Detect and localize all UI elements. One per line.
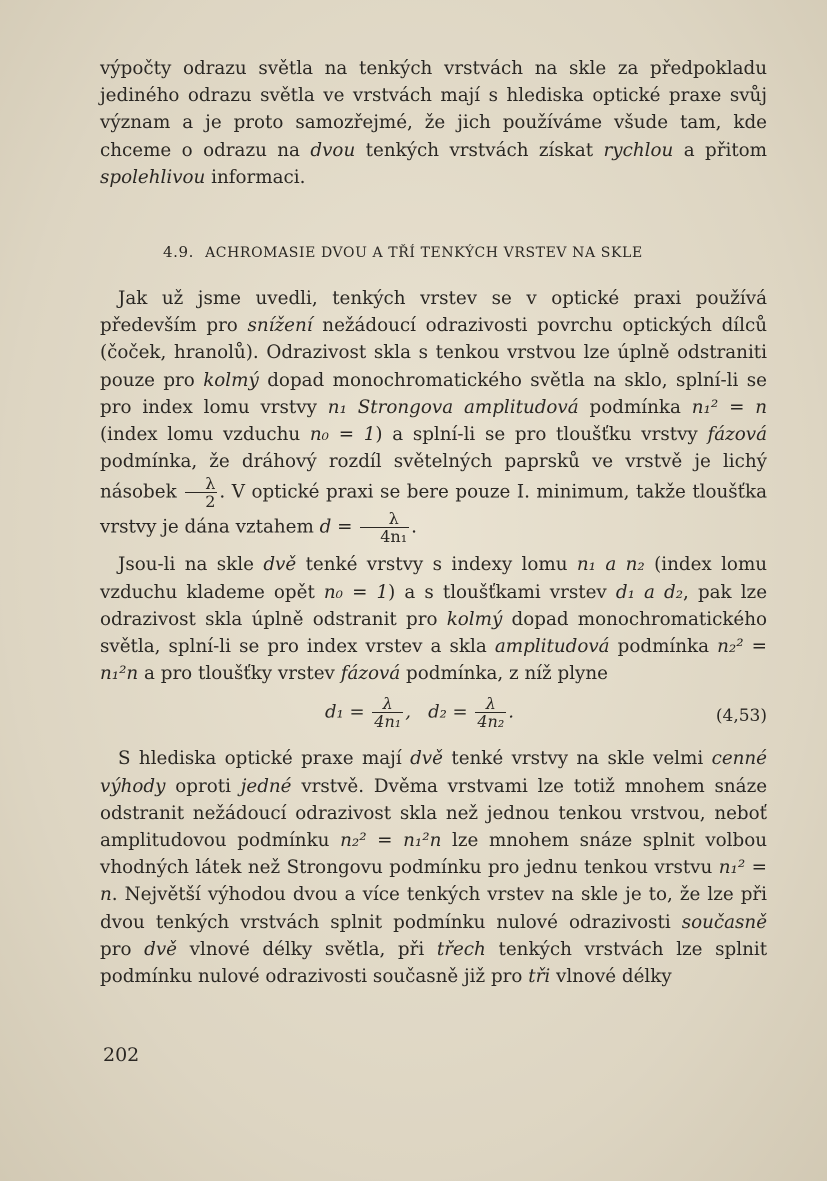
emphasis: tři bbox=[528, 966, 551, 988]
text: vlnové délky bbox=[556, 966, 672, 988]
emphasis: dvou bbox=[310, 139, 356, 161]
text: podmínka, z níž plyne bbox=[406, 663, 608, 685]
emphasis: spolehlivou bbox=[100, 166, 206, 188]
equation-4-53 bbox=[100, 691, 767, 739]
text: dopad monochromatického světla na sklo, splní-li se pro index lomu vrstvy bbox=[100, 369, 767, 418]
emphasis: cenné výhody bbox=[100, 748, 768, 797]
denominator: 4n₂ bbox=[477, 712, 505, 732]
denominator: 4n₁ bbox=[380, 527, 408, 547]
math: n₀ = 1 bbox=[323, 581, 389, 603]
emphasis: Strongova amplitudová bbox=[357, 396, 579, 418]
math: n₁² = n bbox=[691, 396, 768, 418]
numerator: λ bbox=[360, 510, 409, 528]
equation-number: (4,53) bbox=[715, 706, 767, 727]
text: , pak lze odrazivost skla úplně odstranit pro bbox=[100, 581, 768, 630]
section-number: 4.9. bbox=[163, 243, 195, 261]
text: ) a s tloušťkami vrstev bbox=[388, 581, 607, 603]
text: oproti bbox=[175, 775, 231, 797]
text: Jsou-li na skle bbox=[118, 554, 254, 576]
text: a přitom bbox=[683, 139, 768, 161]
emphasis: dvě bbox=[410, 748, 443, 770]
text: podmínka bbox=[589, 396, 681, 418]
equation-body: d₁ = $\frac{\lambda}{\text{4n₁}}$ , d₂ = $\frac{\lambda}{\text{4n₂}}$ . bbox=[325, 694, 514, 732]
math: d₁ = bbox=[325, 701, 365, 723]
text: lze mnohem snáze splnit volbou vhodných látek než Strongovu podmínku pro jednu tenkou vrstvu bbox=[100, 830, 767, 879]
math: n₂² = n₁²n bbox=[100, 636, 767, 685]
text: nežádoucí odrazivosti povrchu optických dílců (čoček, hranolů). Odrazivost skla s tenkou vrstvou lze úplně odstraniti pouze pro bbox=[100, 315, 768, 391]
text: vlnové délky světla, při bbox=[189, 938, 425, 960]
text: a pro tloušťky vrstev bbox=[144, 663, 335, 685]
denominator: 2 bbox=[205, 492, 216, 512]
text: S hlediska optické praxe mají bbox=[118, 748, 402, 770]
emphasis: třech bbox=[436, 938, 486, 960]
paragraph-1: Jak už jsme uvedli, tenkých vrstev se v optické praxi používá především pro snížení nežádoucí odrazivosti povrchu optických dílců (čoček, hranolů). Odrazivost skla s tenkou vrstvou lze úplně odstraniti pouze pro kolmý dopad monochromatického světla na sklo, splní-li se pro index lomu vrstvy n₁ Strongova amplitudová podmínka n₁² = n (index lomu vzduchu n₀ = 1) a splní-li se pro tloušťku vrstvy fázová podmínka, že dráhový rozdíl světelných paprsků ve vrstvě je lichý násobek $\frac{\lambda}{2}$ . V optické praxi se bere pouze I. minimum, takže tloušťka vrstvy je dána vztahem d = $\frac{\lambda}{\text{4n₁}}$ . bbox=[100, 288, 768, 547]
text: dopad monochromatického světla, splní-li se pro index vrstev a skla bbox=[100, 608, 768, 658]
math: d₂ = bbox=[428, 701, 468, 723]
text: (index lomu vzduchu klademe opět bbox=[100, 554, 768, 603]
emphasis: amplitudová bbox=[494, 636, 610, 658]
text: informaci. bbox=[211, 166, 306, 188]
text: podmínka bbox=[617, 636, 710, 658]
text: pro bbox=[100, 938, 132, 960]
text: vrstvě. Dvěma vrstvami lze totiž mnohem snáze odstranit nežádoucí odrazivost skla než jednou tenkou vrstvou, neboť amplitudovou podmínku bbox=[100, 775, 768, 852]
math: n₁ bbox=[327, 396, 347, 418]
math: n₁² = n bbox=[100, 857, 767, 906]
text: výpočty odrazu světla na tenkých vrstvách na skle za předpokladu jediného odrazu světla ve vrstvách mají s hlediska optické praxe svůj význam a je proto samozřejmé, že jich používáme všude tam, kde chceme o odrazu na bbox=[100, 58, 767, 161]
emphasis: jedné bbox=[240, 775, 292, 797]
paragraph-top bbox=[100, 55, 767, 191]
text: . Největší výhodou dvou a více tenkých vrstev na skle je to, že lze při dvou tenkých vrstvách splnit podmínku nulové odrazivosti bbox=[100, 884, 767, 933]
numerator: λ bbox=[475, 695, 506, 713]
emphasis: současně bbox=[681, 911, 768, 933]
text: (index lomu vzduchu bbox=[100, 424, 301, 446]
math: d₁ a d₂ bbox=[615, 581, 684, 603]
section-title: ACHROMASIE DVOU A TŘÍ TENKÝCH VRSTEV NA SKLE bbox=[205, 245, 643, 261]
fraction bbox=[185, 475, 217, 510]
text: podmínka, že dráhový rozdíl světelných paprsků ve vrstvě je lichý násobek bbox=[100, 451, 767, 503]
emphasis: fázová bbox=[340, 663, 401, 685]
emphasis: kolmý bbox=[446, 608, 503, 630]
emphasis: fázová bbox=[707, 424, 768, 446]
text: . V optické praxi se bere pouze I. minimum, takže tloušťka vrstvy je dána vztahem bbox=[100, 481, 767, 538]
emphasis: rychlou bbox=[603, 139, 674, 161]
section-heading bbox=[163, 243, 643, 261]
math: n₂² = n₁²n bbox=[340, 830, 442, 852]
fraction bbox=[372, 695, 403, 730]
numerator: λ bbox=[185, 475, 217, 493]
math: d = bbox=[319, 516, 353, 538]
paragraph-3 bbox=[100, 745, 767, 990]
body-text bbox=[100, 285, 767, 990]
text: tenké vrstvy na skle velmi bbox=[451, 748, 704, 770]
text: ) a splní-li se pro tloušťku vrstvy bbox=[375, 424, 698, 446]
fraction bbox=[475, 695, 506, 730]
emphasis: dvě bbox=[144, 938, 177, 960]
text: tenké vrstvy s indexy lomu bbox=[305, 554, 568, 576]
denominator: 4n₁ bbox=[374, 712, 402, 732]
paragraph-2 bbox=[100, 551, 767, 687]
emphasis: snížení bbox=[247, 315, 313, 337]
numerator: λ bbox=[372, 695, 403, 713]
text: tenkých vrstvách lze splnit podmínku nulové odrazivosti současně již pro bbox=[100, 938, 768, 988]
fraction bbox=[360, 510, 409, 545]
text: Jak už jsme uvedli, tenkých vrstev se v optické praxi používá především pro bbox=[100, 288, 767, 337]
emphasis: kolmý bbox=[203, 369, 259, 391]
emphasis: dvě bbox=[263, 554, 297, 576]
math: n₀ = 1 bbox=[309, 424, 376, 446]
text: tenkých vrstvách získat bbox=[365, 139, 594, 161]
page-number: 202 bbox=[103, 1044, 140, 1066]
math: n₁ a n₂ bbox=[576, 554, 645, 576]
